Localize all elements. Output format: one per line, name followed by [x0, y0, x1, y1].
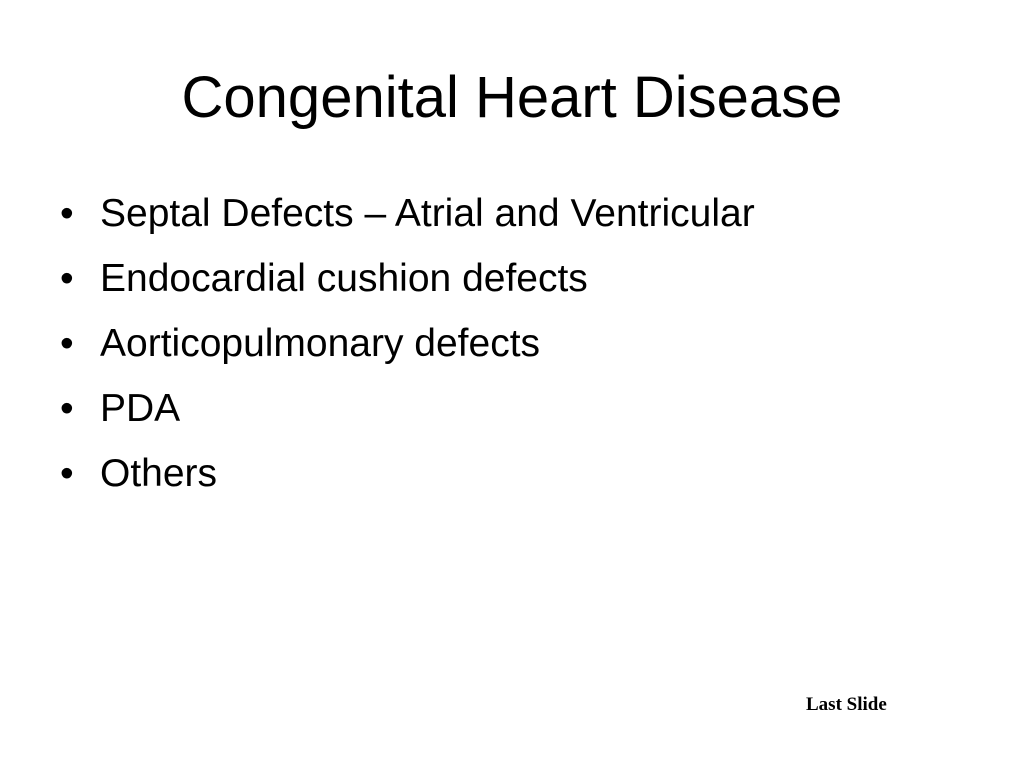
list-item — [60, 251, 755, 316]
list-item — [60, 316, 755, 381]
bullet-text: Endocardial cushion defects — [100, 257, 588, 300]
bullet-icon: • — [60, 192, 74, 235]
last-slide-link[interactable]: Last Slide — [806, 694, 887, 715]
list-item — [60, 381, 755, 446]
bullet-icon: • — [60, 452, 74, 495]
list-item — [60, 186, 755, 251]
bullet-text: PDA — [100, 387, 181, 430]
bullet-icon: • — [60, 322, 74, 365]
bullet-text: Septal Defects – Atrial and Ventricular — [100, 192, 755, 235]
bullet-icon: • — [60, 387, 74, 430]
list-item — [60, 446, 755, 511]
bullet-list — [60, 186, 755, 511]
bullet-text: Others — [100, 452, 218, 495]
slide-title: Congenital Heart Disease — [181, 65, 843, 130]
bullet-text: Aorticopulmonary defects — [100, 322, 541, 365]
bullet-icon: • — [60, 257, 74, 300]
